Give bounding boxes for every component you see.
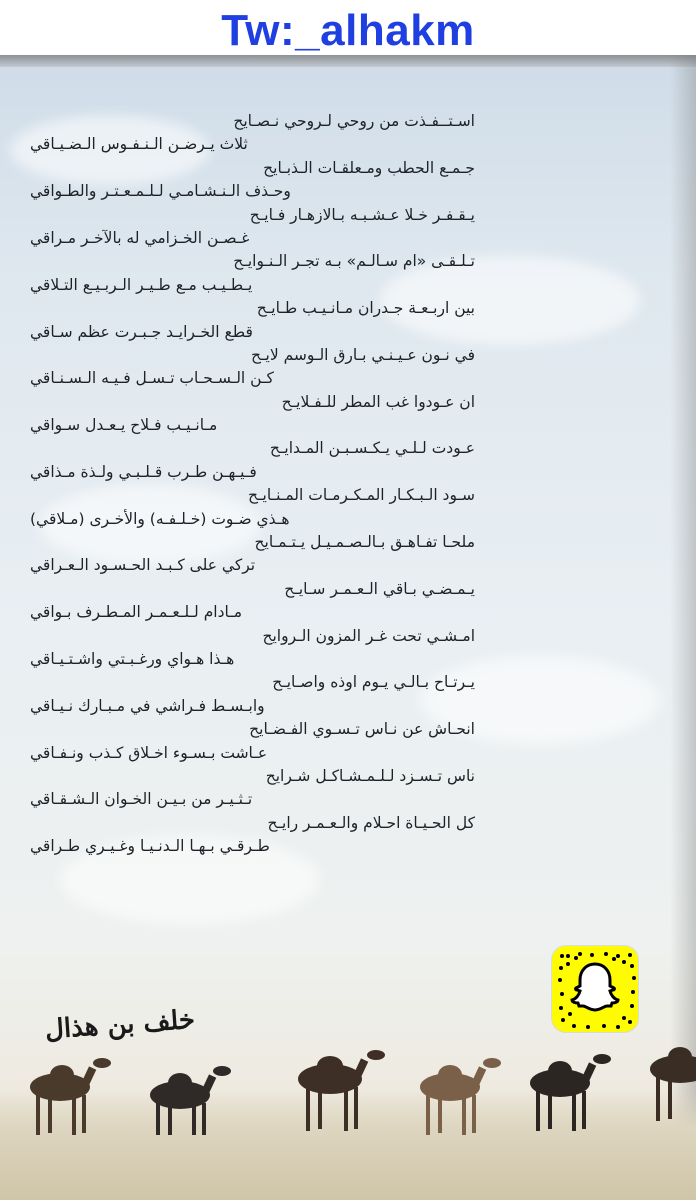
verse-line: في نـون عـيـنـي بـارق الـوسم لايـح — [250, 345, 475, 364]
snapcode-dot — [559, 1006, 563, 1010]
snapcode-dot — [622, 1016, 626, 1020]
snapcode-dot — [632, 976, 636, 980]
snapcode-dot — [560, 954, 564, 958]
verse-line: ناس تـسـزد لـلـمـشـاكـل شـرايح — [265, 766, 475, 785]
verse-line: يـرتـاح بـالـي يـوم اوذه واصـايـح — [272, 673, 475, 692]
verse-line: ثلاث يـرضـن الـنـفـوس الـضـيـاقي — [30, 135, 248, 154]
snapcode-dot — [568, 1012, 572, 1016]
verse-line: اسـتــفـذت من روحي لـروحي نـصـايح — [233, 112, 475, 130]
snapcode-dot — [628, 953, 632, 957]
snapcode-dot — [590, 953, 594, 957]
snapcode-dot — [604, 952, 608, 956]
verse-line: سـود الـبـكـار المـكـرمـات المـنـايـح — [248, 486, 475, 505]
camel-icon — [30, 1058, 111, 1135]
snapcode-dot — [616, 954, 620, 958]
camel-icon — [420, 1058, 501, 1135]
verse-line: يـقـفـر خـلا عـشـبـه بـالازهـار فـايـح — [249, 205, 475, 224]
camel-caravan-illustration — [0, 1025, 696, 1135]
verse-line: كل الحـيـاة احـلام والـعـمـر رايـح — [267, 813, 475, 832]
camel-icon — [298, 1050, 385, 1131]
verse-line: عـاشت بـسـوء اخـلاق كـذب ونـفـاقي — [30, 743, 268, 762]
snapcode-dot — [559, 966, 563, 970]
snapchat-ghost-icon — [572, 964, 618, 1010]
snapcode-dot — [574, 956, 578, 960]
twitter-handle-watermark: Tw:_alhakm — [221, 6, 475, 55]
poet-signature: خلف بن هذال — [44, 1004, 196, 1046]
verse-line: امـشـي تحت غـر المزون الـروايح — [262, 626, 475, 645]
verse-line: بين اربـعـة جـدران مـانـيـب طـايـح — [256, 299, 475, 318]
snapcode-dot — [628, 1020, 632, 1024]
snapcode-dot — [630, 964, 634, 968]
verse-line: مـادام لـلـعـمـر المـطـرف بـواقي — [30, 603, 243, 622]
verse-line: غـصـن الخـزامي له بالآخـر مـراقي — [30, 228, 250, 247]
verse-line: وحـذف الـنـشـامـي لـلـمـعـتـر والطـواقي — [30, 182, 291, 201]
verse-line: ملحـا تفـاهـق بـالـصـمـيـل يـتـمـايح — [254, 533, 475, 552]
verse-line: وابـسـط فـراشي في مـبـارك نـيـاقي — [30, 696, 265, 715]
verse-line: هـذي ضـوت (خـلـفـه) والأخـرى (مـلاقي) — [30, 509, 290, 528]
snapcode-dot — [566, 962, 570, 966]
snapcode[interactable] — [552, 946, 638, 1032]
snapcode-dot — [630, 1004, 634, 1008]
snapcode-dot — [561, 1018, 565, 1022]
verse-line: جـمـع الحطب ومـعلقـات الـذبـايح — [263, 158, 475, 177]
verse-line: انحـاش عن نـاس تـسـوي الفـضـايح — [249, 720, 475, 739]
verse-line: ان عـودوا غب المطر للـفـلايـح — [281, 392, 475, 411]
verse-line: تـلـقـى «ام سـالـم» بـه تجـر الـنـوايـح — [233, 252, 475, 271]
camel-icon — [650, 1047, 696, 1121]
camel-icon — [530, 1054, 611, 1131]
snapcode-dot — [558, 978, 562, 982]
verse-line: تـثـيـر من بـيـن الخـوان الـشـقـاقي — [30, 790, 253, 809]
verse-line: تركي على كـبـد الحـسـود الـعـراقي — [30, 556, 256, 575]
page-top-edge — [0, 55, 696, 67]
snapcode-dot — [578, 952, 582, 956]
verse-line: فـيـهـن طـرب قـلـبـي ولـذة مـذاقي — [30, 462, 257, 481]
snapcode-graphic — [552, 946, 638, 1032]
verse-line: طـرقـي بـهـا الـدنـيـا وغـيـري طـراقي — [30, 837, 270, 856]
snapcode-dot — [622, 960, 626, 964]
verse-line: قطع الخـرايـد جـبـرت عظم سـاقي — [30, 322, 253, 341]
poem-body — [0, 110, 660, 859]
verse-line: هـذا هـواي ورغـبـتي واشـتـيـاقي — [30, 649, 235, 668]
verse-line: مـانـيـب فـلاح يـعـدل سـواقي — [30, 416, 218, 435]
snapcode-dot — [566, 954, 570, 958]
verse-line: عـودت لـلـي يـكـسـبـن المـدايـح — [269, 439, 475, 458]
verse-line: يـطـيـب مـع طـيـر الـربـيـع التـلاقي — [30, 275, 253, 294]
camel-icon — [150, 1066, 231, 1135]
snapcode-dot — [631, 990, 635, 994]
snapcode-dot — [560, 992, 564, 996]
verse-line: كـن الـسـحـاب تـسـل فـيـه الـسـنـاقي — [30, 369, 274, 388]
snapcode-dot — [612, 957, 616, 961]
verse-line: يـمـضـي بـاقي الـعـمـر سـايـح — [284, 579, 475, 598]
